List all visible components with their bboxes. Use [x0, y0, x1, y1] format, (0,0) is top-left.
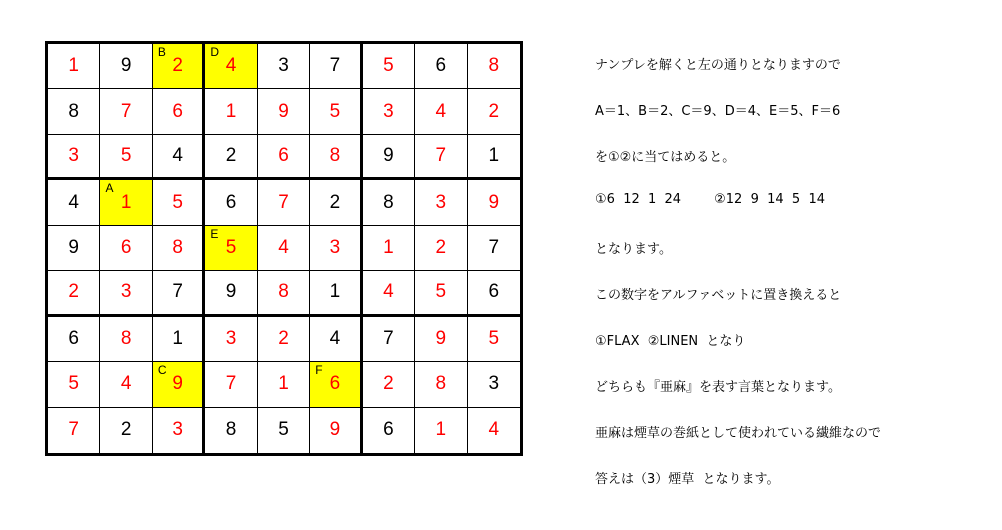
sudoku-cell — [205, 180, 257, 225]
cell-value: 3 — [172, 419, 183, 441]
sudoku-cell — [153, 89, 205, 134]
cell-value: 9 — [329, 419, 341, 441]
cell-letter-label: C — [157, 363, 167, 378]
sudoku-cell — [363, 226, 415, 271]
sudoku-cell — [415, 180, 467, 225]
cell-value: 7 — [68, 419, 79, 441]
cell-value: 7 — [435, 145, 447, 167]
cell-value: 3 — [120, 281, 132, 303]
sudoku-cell — [363, 180, 415, 225]
sudoku-cell — [468, 362, 520, 407]
cell-value: 1 — [172, 327, 183, 349]
cell-value: 1 — [383, 236, 394, 258]
cell-value: 5 — [68, 373, 79, 395]
sudoku-cell — [100, 180, 152, 225]
cell-value: 2 — [383, 373, 394, 395]
sudoku-cell — [310, 135, 362, 180]
sudoku-cell — [100, 44, 152, 89]
sudoku-cell — [258, 317, 310, 362]
sudoku-cell — [310, 180, 362, 225]
sudoku-cell — [100, 408, 152, 453]
cell-value: 9 — [172, 373, 183, 395]
sudoku-cell — [468, 226, 520, 271]
cell-value: 1 — [225, 100, 237, 122]
sudoku-cell — [100, 317, 152, 362]
sudoku-cell — [153, 317, 205, 362]
sudoku-cell — [48, 271, 100, 316]
cell-value: 8 — [488, 55, 500, 77]
cell-value: 9 — [225, 281, 237, 303]
sudoku-cell — [258, 226, 310, 271]
cell-value: 2 — [329, 191, 341, 213]
sudoku-cell — [258, 362, 310, 407]
sudoku-cell — [363, 89, 415, 134]
cell-value: 8 — [329, 145, 341, 167]
sudoku-cell — [468, 317, 520, 362]
cell-value: 8 — [68, 100, 79, 122]
sudoku-cell — [48, 317, 100, 362]
cell-value: 7 — [172, 281, 183, 303]
sudoku-cell — [205, 271, 257, 316]
cell-value: 5 — [435, 281, 447, 303]
note-line: どちらも『亜麻』を表す言葉となります。 — [595, 380, 841, 395]
sudoku-cell — [205, 408, 257, 453]
cell-value: 4 — [278, 236, 289, 258]
cell-value: 6 — [488, 281, 500, 303]
note-line: この数字をアルファベットに置き換えると — [595, 288, 842, 303]
cell-value: 2 — [68, 281, 79, 303]
cell-value: 2 — [278, 327, 289, 349]
cell-value: 4 — [68, 191, 79, 213]
cell-value: 6 — [383, 419, 394, 441]
sudoku-cell — [310, 89, 362, 134]
sudoku-cell — [48, 135, 100, 180]
cell-value: 4 — [383, 281, 394, 303]
sudoku-cell — [310, 271, 362, 316]
cell-value: 9 — [120, 55, 132, 77]
cell-value: 6 — [68, 327, 79, 349]
sudoku-cell — [100, 226, 152, 271]
sudoku-cell — [205, 362, 257, 407]
cell-value: 3 — [488, 373, 500, 395]
cell-value: 5 — [225, 236, 237, 258]
sudoku-cell — [153, 362, 205, 407]
sudoku-cell — [205, 226, 257, 271]
sudoku-cell — [310, 362, 362, 407]
sudoku-cell — [258, 135, 310, 180]
cell-value: 7 — [225, 373, 237, 395]
sudoku-cell — [468, 89, 520, 134]
cell-letter-label: B — [157, 45, 166, 59]
cell-value: 7 — [329, 55, 341, 77]
cell-letter-label: D — [210, 45, 219, 59]
sudoku-cell — [468, 271, 520, 316]
cell-value: 7 — [383, 327, 394, 349]
sudoku-cell — [153, 44, 205, 89]
sudoku-cell — [468, 408, 520, 453]
cell-value: 4 — [488, 419, 500, 441]
cell-value: 5 — [278, 419, 289, 441]
sudoku-cell — [205, 89, 257, 134]
cell-value: 2 — [172, 55, 183, 77]
cell-value: 1 — [329, 281, 341, 303]
cell-value: 6 — [278, 145, 289, 167]
cell-letter-label: F — [315, 363, 323, 378]
sudoku-cell — [153, 135, 205, 180]
sudoku-cell — [153, 180, 205, 225]
cell-value: 2 — [488, 100, 500, 122]
sudoku-cell — [310, 44, 362, 89]
cell-value: 8 — [172, 236, 183, 258]
note-line: を①②に当てはめると。 — [595, 150, 736, 165]
sudoku-cell — [258, 89, 310, 134]
note-line: ①FLAX ②LINEN となり — [595, 334, 746, 349]
sudoku-cell — [468, 180, 520, 225]
note-line: となります。 — [595, 242, 672, 257]
note-line: 答えは（3）煙草 となります。 — [595, 472, 780, 487]
cell-value: 1 — [68, 55, 79, 77]
cell-value: 4 — [120, 373, 132, 395]
sudoku-cell — [153, 408, 205, 453]
cell-value: 5 — [120, 145, 132, 167]
sudoku-grid — [45, 41, 523, 456]
explanation-text — [595, 54, 995, 514]
cell-value: 3 — [383, 100, 394, 122]
cell-value: 9 — [68, 236, 79, 258]
cell-value: 7 — [278, 191, 289, 213]
cell-value: 3 — [278, 55, 289, 77]
sudoku-cell — [415, 89, 467, 134]
sudoku-cell — [48, 226, 100, 271]
sudoku-cell — [415, 408, 467, 453]
sudoku-cell — [48, 89, 100, 134]
sudoku-cell — [100, 135, 152, 180]
note-line: ①6 12 1 24 ②12 9 14 5 14 — [595, 192, 826, 207]
cell-value: 6 — [225, 191, 237, 213]
sudoku-cell — [363, 317, 415, 362]
cell-value: 8 — [120, 327, 132, 349]
sudoku-cell — [415, 226, 467, 271]
cell-value: 7 — [488, 236, 500, 258]
sudoku-cell — [415, 271, 467, 316]
cell-value: 5 — [329, 100, 341, 122]
sudoku-cell — [415, 44, 467, 89]
cell-value: 5 — [172, 191, 183, 213]
sudoku-cell — [363, 135, 415, 180]
sudoku-cell — [310, 226, 362, 271]
sudoku-cell — [258, 408, 310, 453]
sudoku-cell — [310, 317, 362, 362]
sudoku-cell — [48, 180, 100, 225]
cell-value: 6 — [172, 100, 183, 122]
sudoku-cell — [468, 44, 520, 89]
cell-value: 8 — [278, 281, 289, 303]
cell-value: 8 — [225, 419, 237, 441]
sudoku-cell — [48, 44, 100, 89]
cell-value: 2 — [120, 419, 132, 441]
sudoku-cell — [258, 44, 310, 89]
cell-value: 4 — [435, 100, 447, 122]
cell-value: 9 — [278, 100, 289, 122]
sudoku-cell — [468, 135, 520, 180]
sudoku-cell — [100, 362, 152, 407]
sudoku-cell — [258, 180, 310, 225]
cell-value: 9 — [488, 191, 500, 213]
sudoku-cell — [205, 135, 257, 180]
cell-value: 8 — [435, 373, 447, 395]
sudoku-cell — [310, 408, 362, 453]
sudoku-cell — [258, 271, 310, 316]
cell-letter-label: A — [105, 181, 114, 196]
sudoku-cell — [363, 408, 415, 453]
cell-value: 5 — [383, 55, 394, 77]
sudoku-cell — [153, 271, 205, 316]
sudoku-cell — [205, 44, 257, 89]
sudoku-cell — [100, 271, 152, 316]
cell-value: 1 — [120, 191, 132, 213]
sudoku-cell — [48, 408, 100, 453]
sudoku-cell — [100, 89, 152, 134]
cell-value: 4 — [172, 145, 183, 167]
sudoku-cell — [415, 317, 467, 362]
note-line: 亜麻は煙草の巻紙として使われている繊維なので — [595, 426, 882, 441]
cell-value: 7 — [120, 100, 132, 122]
sudoku-cell — [415, 362, 467, 407]
cell-value: 6 — [120, 236, 132, 258]
cell-value: 1 — [488, 145, 500, 167]
cell-value: 6 — [435, 55, 447, 77]
sudoku-cell — [205, 317, 257, 362]
cell-value: 9 — [383, 145, 394, 167]
sudoku-cell — [363, 362, 415, 407]
sudoku-cell — [48, 362, 100, 407]
cell-value: 8 — [383, 191, 394, 213]
cell-value: 1 — [435, 419, 447, 441]
sudoku-cell — [415, 135, 467, 180]
sudoku-cell — [363, 44, 415, 89]
sudoku-cell — [363, 271, 415, 316]
cell-value: 4 — [225, 55, 237, 77]
note-line: ナンプレを解くと左の通りとなりますので — [595, 58, 841, 73]
cell-value: 3 — [329, 236, 341, 258]
cell-value: 6 — [329, 373, 341, 395]
cell-value: 9 — [435, 327, 447, 349]
note-line: A＝1、B＝2、C＝9、D＝4、E＝5、F＝6 — [595, 104, 841, 119]
cell-value: 3 — [68, 145, 79, 167]
cell-value: 4 — [329, 327, 341, 349]
cell-value: 3 — [225, 327, 237, 349]
cell-value: 1 — [278, 373, 289, 395]
cell-value: 3 — [435, 191, 447, 213]
sudoku-cell — [153, 226, 205, 271]
cell-value: 2 — [435, 236, 447, 258]
cell-value: 5 — [488, 327, 500, 349]
cell-value: 2 — [225, 145, 237, 167]
cell-letter-label: E — [210, 226, 219, 241]
